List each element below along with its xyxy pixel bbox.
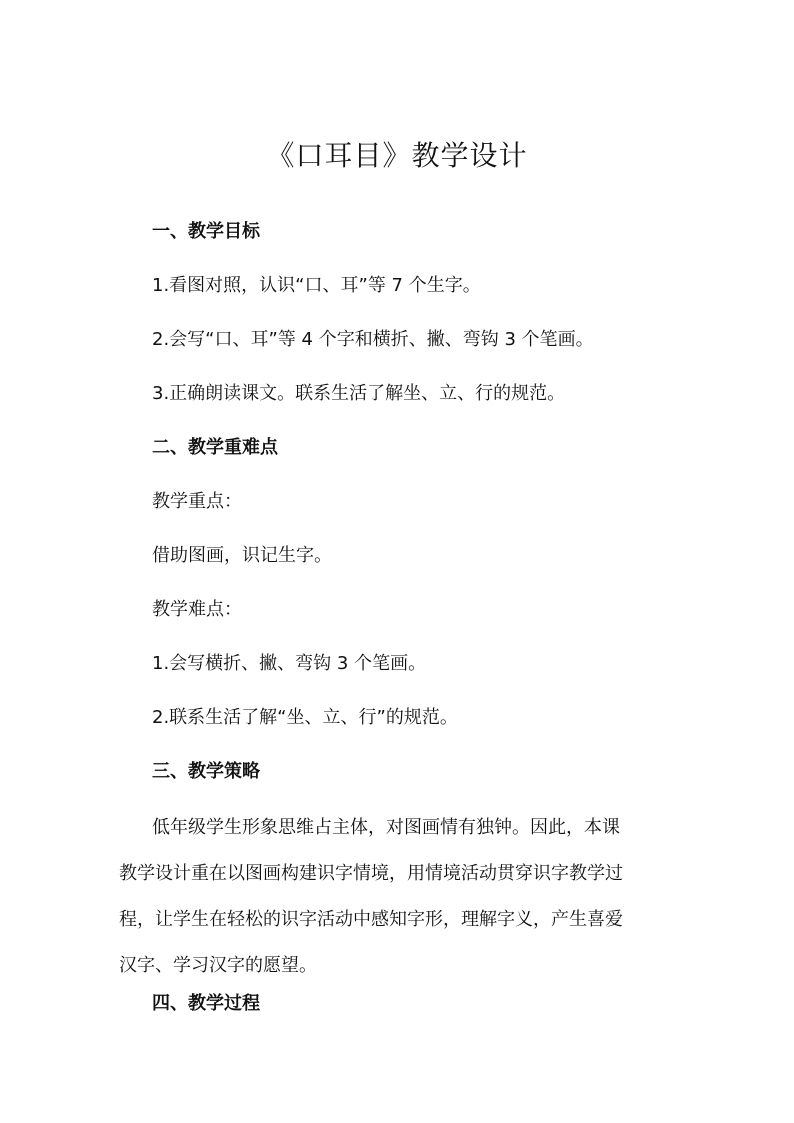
strategy-line-3: 程，让学生在轻松的识字活动中感知字形，理解字义，产生喜爱 bbox=[119, 909, 623, 930]
difficulty-item-1: 1.会写横折、撇、弯钩 3 个笔画。 bbox=[152, 653, 427, 674]
strategy-paragraph bbox=[119, 812, 679, 982]
section-heading-key-points: 二、教学重难点 bbox=[152, 437, 278, 458]
key-point-text: 借助图画，识记生字。 bbox=[152, 545, 332, 566]
document-title: 《口耳目》教学设计 bbox=[266, 139, 528, 172]
difficulty-item-2: 2.联系生活了解“坐、立、行”的规范。 bbox=[152, 707, 458, 728]
strategy-line-4: 汉字、学习汉字的愿望。 bbox=[119, 955, 317, 976]
strategy-line-1: 低年级学生形象思维占主体，对图画情有独钟。因此，本课 bbox=[152, 817, 620, 838]
section-heading-strategy: 三、教学策略 bbox=[152, 761, 260, 782]
section-heading-objectives: 一、教学目标 bbox=[152, 221, 260, 242]
strategy-line-2: 教学设计重在以图画构建识字情境，用情境活动贯穿识字教学过 bbox=[119, 863, 623, 884]
objective-item-1: 1.看图对照，认识“口、耳”等 7 个生字。 bbox=[152, 275, 481, 296]
difficulty-label: 教学难点： bbox=[152, 599, 242, 620]
objective-item-2: 2.会写“口、耳”等 4 个字和横折、撇、弯钩 3 个笔画。 bbox=[152, 329, 594, 350]
section-heading-process: 四、教学过程 bbox=[152, 993, 260, 1014]
objective-item-3: 3.正确朗读课文。联系生活了解坐、立、行的规范。 bbox=[152, 383, 566, 404]
key-point-label: 教学重点： bbox=[152, 491, 242, 512]
